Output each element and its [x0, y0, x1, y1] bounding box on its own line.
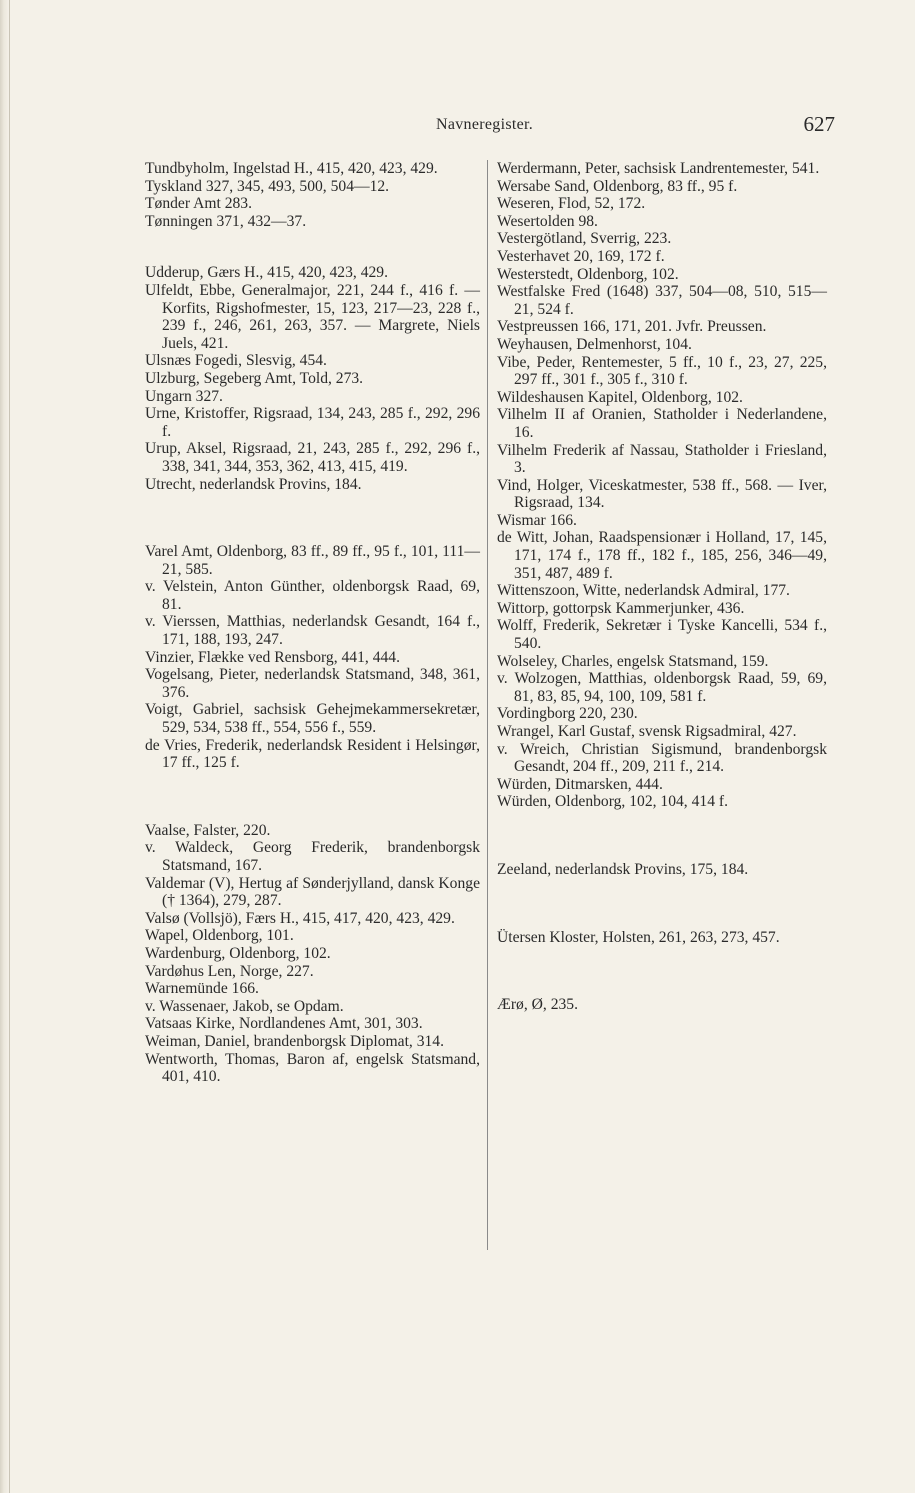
- index-group-u: [145, 264, 480, 493]
- index-entry: Ærø, Ø, 235.: [497, 996, 578, 1014]
- index-entry: Werdermann, Peter, sachsisk Landrentemester, 541.: [497, 160, 820, 177]
- index-entry: Wittenszoon, Witte, nederlandsk Admiral, 177.: [497, 582, 790, 600]
- page-number: 627: [803, 112, 835, 136]
- index-entry: de Vries, Frederik, nederlandsk Resident i Helsingør, 17 ff., 125 f.: [145, 736, 480, 772]
- index-entry: Ütersen Kloster, Holsten, 261, 263, 273, 457.: [497, 928, 780, 946]
- index-entry: Wolseley, Charles, engelsk Statsmand, 159.: [497, 652, 769, 670]
- left-column: [145, 160, 480, 1086]
- index-entry: Vestpreussen 166, 171, 201. Jvfr. Preussen.: [497, 318, 767, 336]
- index-entry: Urne, Kristoffer, Rigsraad, 134, 243, 285 f., 292, 296 f.: [145, 405, 480, 440]
- index-entry: Vatsaas Kirke, Nordlandenes Amt, 301, 303.: [145, 1015, 423, 1033]
- index-entry: Würden, Oldenborg, 102, 104, 414 f.: [497, 793, 728, 811]
- index-group-z: [497, 861, 827, 879]
- index-entry: Ulzburg, Segeberg Amt, Told, 273.: [145, 369, 364, 387]
- index-entry: Vind, Holger, Viceskatmester, 538 ff., 568. — Iver, Rigsraad, 134.: [497, 476, 827, 512]
- index-entry: Wardenburg, Oldenborg, 102.: [145, 944, 331, 962]
- index-entry: Udderup, Gærs H., 415, 420, 423, 429.: [145, 264, 388, 282]
- page-binding-edge: [0, 0, 10, 1493]
- index-entry: Vinzier, Flække ved Rensborg, 441, 444.: [145, 648, 400, 666]
- index-entry: Vogelsang, Pieter, nederlandsk Statsmand, 348, 361, 376.: [145, 666, 480, 701]
- column-divider: [487, 160, 488, 1250]
- index-entry: Wrangel, Karl Gustaf, svensk Rigsadmiral, 427.: [497, 723, 797, 740]
- index-group-v: [145, 543, 480, 772]
- index-entry: Vilhelm II af Oranien, Statholder i Nederlandene, 16.: [497, 406, 827, 441]
- index-entry: Wildeshausen Kapitel, Oldenborg, 102.: [497, 388, 743, 406]
- index-entry: Westerstedt, Oldenborg, 102.: [497, 265, 679, 283]
- index-entry: Wentworth, Thomas, Baron af, engelsk Statsmand, 401, 410.: [145, 1050, 480, 1086]
- page-header: [0, 112, 915, 142]
- index-entry: Vestergötland, Sverrig, 223.: [497, 230, 672, 248]
- index-entry: Utrecht, nederlandsk Provins, 184.: [145, 475, 362, 493]
- index-entry: Vardøhus Len, Norge, 227.: [145, 962, 314, 980]
- index-entry: Vaalse, Falster, 220.: [145, 821, 271, 839]
- index-entry: v. Velstein, Anton Günther, oldenborgsk Raad, 69, 81.: [145, 578, 480, 613]
- index-entry: Valsø (Vollsjö), Færs H., 415, 417, 420, 423, 429.: [145, 909, 455, 927]
- index-entry: Vibe, Peder, Rentemester, 5 ff., 10 f., 23, 27, 225, 297 ff., 301 f., 305 f., 310 f.: [497, 353, 827, 389]
- index-entry: Wittorp, gottorpsk Kammerjunker, 436.: [497, 599, 745, 617]
- index-entry: Vordingborg 220, 230.: [497, 705, 638, 723]
- index-group-t: [145, 160, 480, 230]
- index-entry: Würden, Ditmarsken, 444.: [497, 775, 663, 793]
- index-entry: Valdemar (V), Hertug af Sønderjylland, dansk Konge († 1364), 279, 287.: [145, 874, 480, 910]
- index-entry: Tønningen 371, 432—37.: [145, 212, 307, 230]
- index-entry: Wismar 166.: [497, 511, 577, 529]
- index-group-w-continued: [497, 160, 827, 811]
- index-entry: Vilhelm Frederik af Nassau, Statholder i Friesland, 3.: [497, 441, 827, 477]
- index-entry: Ulsnæs Fogedi, Slesvig, 454.: [145, 352, 327, 370]
- index-entry: Weiman, Daniel, brandenborgsk Diplomat, 314.: [145, 1032, 445, 1050]
- index-entry: Voigt, Gabriel, sachsisk Gehejmekammersekretær, 529, 534, 538 ff., 554, 556 f., 559.: [145, 701, 480, 737]
- index-entry: Westfalske Fred (1648) 337, 504—08, 510, 515—21, 524 f.: [497, 283, 827, 318]
- index-entry: Vesterhavet 20, 169, 172 f.: [497, 247, 665, 265]
- index-entry: Tyskland 327, 345, 493, 500, 504—12.: [145, 177, 390, 195]
- index-entry: Zeeland, nederlandsk Provins, 175, 184.: [497, 860, 749, 878]
- index-entry: Varel Amt, Oldenborg, 83 ff., 89 ff., 95 f., 101, 111—21, 585.: [145, 543, 480, 578]
- index-entry: Wersabe Sand, Oldenborg, 83 ff., 95 f.: [497, 177, 738, 195]
- index-entry: Weseren, Flod, 52, 172.: [497, 195, 646, 213]
- index-entry: Tundbyholm, Ingelstad H., 415, 420, 423, 429.: [145, 160, 438, 177]
- index-entry: Wapel, Oldenborg, 101.: [145, 927, 294, 945]
- index-entry: v. Waldeck, Georg Frederik, brandenborgsk Statsmand, 167.: [145, 839, 480, 874]
- index-entry: v. Wreich, Christian Sigismund, brandenborgsk Gesandt, 204 ff., 209, 211 f., 214.: [497, 740, 827, 776]
- index-group-u-umlaut: [497, 929, 827, 947]
- index-entry: v. Wolzogen, Matthias, oldenborgsk Raad, 59, 69, 81, 83, 85, 94, 100, 109, 581 f.: [497, 670, 827, 705]
- index-entry: Weyhausen, Delmenhorst, 104.: [497, 335, 692, 353]
- index-entry: de Witt, Johan, Raadspensionær i Holland, 17, 145, 171, 174 f., 178 ff., 182 f., 185, 256, 346—49, 351, 487, 489 f.: [497, 529, 827, 582]
- right-column: [497, 160, 827, 1014]
- index-entry: Wolff, Frederik, Sekretær i Tyske Kancelli, 534 f., 540.: [497, 617, 827, 653]
- index-group-ae: [497, 996, 827, 1014]
- index-entry: v. Wassenaer, Jakob, se Opdam.: [145, 997, 344, 1015]
- index-entry: Wesertolden 98.: [497, 212, 598, 230]
- index-entry: Ulfeldt, Ebbe, Generalmajor, 221, 244 f., 416 f. — Korfits, Rigshofmester, 15, 123, 217—23, 228 f., 239 f., 246, 261, 263, 357. — Margrete, Niels Juels, 421.: [145, 281, 480, 352]
- index-entry: Tønder Amt 283.: [145, 195, 252, 213]
- index-entry: Warnemünde 166.: [145, 980, 259, 998]
- index-entry: v. Vierssen, Matthias, nederlandsk Gesandt, 164 f., 171, 188, 193, 247.: [145, 613, 480, 649]
- index-group-w: [145, 822, 480, 1086]
- index-entry: Ungarn 327.: [145, 387, 223, 405]
- running-title: Navneregister.: [436, 116, 534, 133]
- index-entry: Urup, Aksel, Rigsraad, 21, 243, 285 f., 292, 296 f., 338, 341, 344, 353, 362, 413, 415, 419.: [145, 440, 480, 475]
